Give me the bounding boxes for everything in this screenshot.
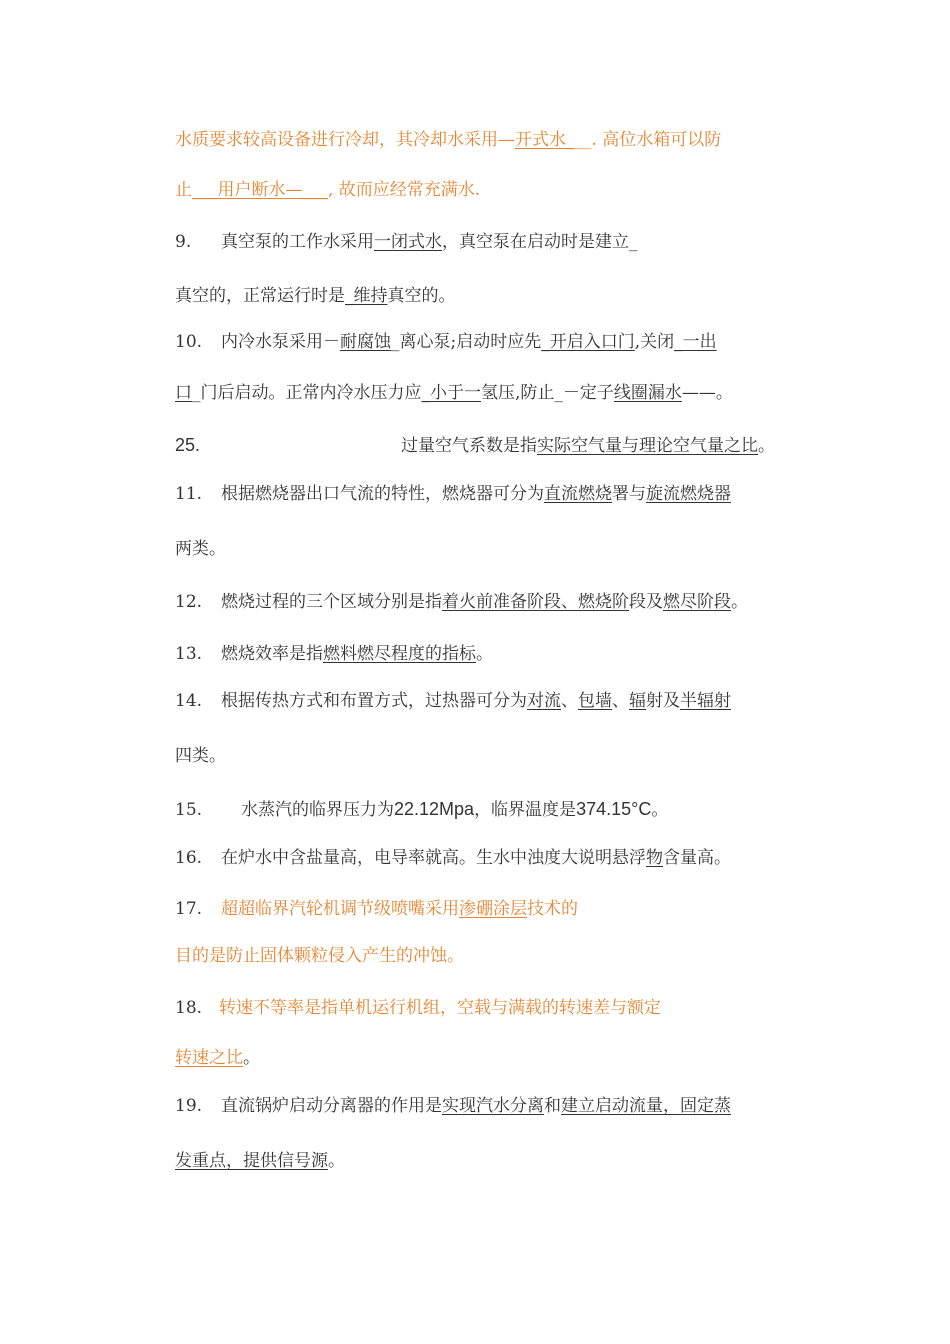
question-number: 9.	[175, 232, 192, 252]
question-number: 18.	[175, 998, 203, 1018]
question-14: 14. 根据传热方式和布置方式，过热器可分为对流、包墙、辐射及半辐射	[175, 691, 731, 711]
paragraph-line: 水质要求较高设备进行冷却，其冷却水采用—开式水___. 高位水箱可以防	[175, 130, 722, 150]
question-number: 13.	[175, 644, 203, 664]
question-12: 12. 燃烧过程的三个区域分别是指着火前准备阶段、燃烧阶段及燃尽阶段。	[175, 592, 748, 612]
question-number: 15.	[175, 800, 203, 820]
question-number: 10.	[175, 332, 203, 352]
question-17-cont: 目的是防止固体颗粒侵入产生的冲蚀。	[175, 946, 464, 966]
question-10: 10. 内冷水泵采用－耐腐蚀_离心泵;启动时应先_开启入口门,关闭_一出	[175, 332, 717, 352]
question-number: 16.	[175, 848, 203, 868]
question-11-cont: 两类。	[175, 539, 226, 559]
question-10-cont: 口_门后启动。正常内冷水压力应_小于一氢压,防止_－定子线圈漏水——。	[175, 383, 733, 403]
question-number: 14.	[175, 691, 203, 711]
question-19-cont: 发重点，提供信号源。	[175, 1151, 345, 1171]
question-9: 9. 真空泵的工作水采用一闭式水，真空泵在启动时是建立_	[175, 232, 638, 252]
question-number: 11.	[175, 484, 203, 504]
question-number: 12.	[175, 592, 203, 612]
question-15: 15. 水蒸汽的临界压力为22.12Mpa，临界温度是374.15°C。	[175, 799, 669, 820]
question-19: 19. 直流锅炉启动分离器的作用是实现汽水分离和建立启动流量，固定蒸	[175, 1096, 731, 1116]
question-9-cont: 真空的，正常运行时是_维持真空的。	[175, 286, 456, 306]
question-18-cont: 转速之比。	[175, 1048, 260, 1068]
question-13: 13. 燃烧效率是指燃料燃尽程度的指标。	[175, 644, 493, 664]
question-25: 25. 过量空气系数是指实际空气量与理论空气量之比。	[175, 435, 775, 456]
question-14-cont: 四类。	[175, 746, 226, 766]
question-18: 18. 转速不等率是指单机运行机组，空载与满载的转速差与额定	[175, 998, 661, 1018]
question-16: 16. 在炉水中含盐量高，电导率就高。生水中浊度大说明悬浮物含量高。	[175, 848, 731, 868]
question-17: 17. 超超临界汽轮机调节级喷嘴采用渗硼涂层技术的	[175, 899, 578, 919]
paragraph-line: 止___用户断水—___, 故而应经常充满水.	[175, 180, 481, 200]
question-number: 25.	[175, 435, 201, 455]
question-number: 17.	[175, 899, 203, 919]
question-11: 11. 根据燃烧器出口气流的特性，燃烧器可分为直流燃烧署与旋流燃烧器	[175, 484, 731, 504]
question-number: 19.	[175, 1096, 203, 1116]
